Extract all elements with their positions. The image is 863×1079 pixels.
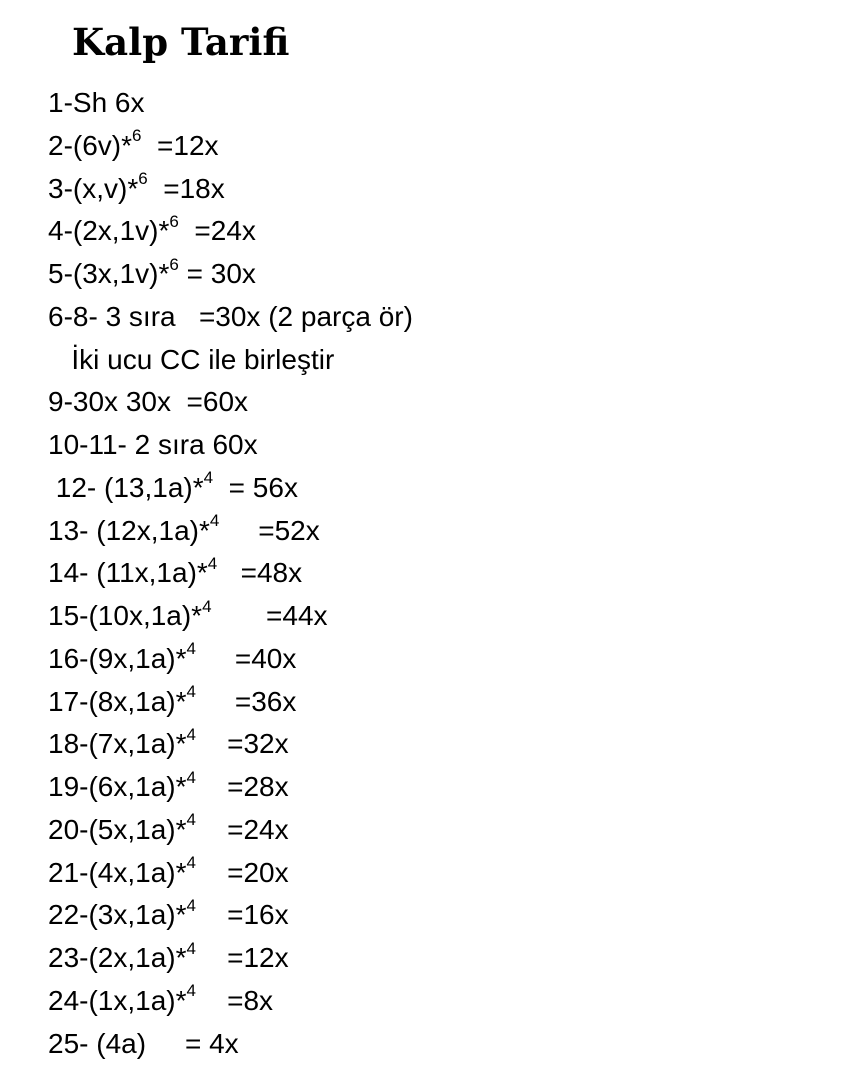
line-text: 5-(3x,1v)* [48, 258, 170, 289]
line-text: 15-(10x,1a)* [48, 600, 203, 631]
recipe-line [48, 595, 848, 638]
recipe-steps [48, 82, 848, 1065]
line-text: 12- (13,1a)* [48, 471, 204, 503]
line-text: 23-(2x,1a)* [48, 942, 187, 973]
stitch-total: =20x [195, 856, 289, 888]
recipe-line [48, 82, 848, 125]
stitch-total: =24x [195, 813, 289, 845]
line-text: 3-(x,v)* [48, 172, 139, 204]
stitch-total: =12x [195, 942, 289, 973]
repeat-exponent: 4 [186, 810, 196, 830]
line-text: 1-Sh 6x [48, 87, 145, 118]
recipe-line [48, 681, 848, 724]
repeat-exponent: 4 [186, 981, 196, 1001]
repeat-exponent: 4 [186, 938, 196, 958]
recipe-line [48, 723, 848, 766]
repeat-exponent: 6 [138, 169, 148, 189]
line-text: 16-(9x,1a)* [48, 642, 187, 674]
line-text: 17-(8x,1a)* [48, 685, 187, 717]
repeat-exponent: 4 [202, 596, 212, 616]
repeat-exponent: 4 [186, 639, 196, 659]
recipe-line [48, 381, 848, 424]
line-text: 24-(1x,1a)* [48, 984, 187, 1016]
page-title: Kalp Tarifi [72, 20, 290, 64]
line-text: İki ucu CC ile birleştir [48, 343, 335, 375]
stitch-total: =52x [219, 514, 320, 546]
recipe-line [48, 510, 848, 553]
stitch-total: = 30x [178, 258, 256, 289]
stitch-total: =40x [195, 642, 297, 674]
line-text: 21-(4x,1a)* [48, 856, 187, 888]
recipe-line [48, 894, 848, 937]
recipe-line [48, 980, 848, 1023]
line-text: 25- (4a) = 4x [48, 1027, 239, 1059]
stitch-total: =32x [195, 728, 289, 760]
recipe-line [48, 210, 848, 253]
repeat-exponent: 6 [132, 126, 142, 146]
recipe-line [48, 339, 848, 382]
repeat-exponent: 4 [186, 682, 196, 702]
recipe-line [48, 467, 848, 510]
line-text: 9-30x 30x =60x [48, 386, 249, 418]
stitch-total: =24x [178, 215, 256, 247]
line-text: 20-(5x,1a)* [48, 813, 187, 845]
repeat-exponent: 4 [209, 511, 220, 531]
repeat-exponent: 4 [203, 468, 214, 488]
line-text: 4-(2x,1v)* [48, 215, 170, 247]
stitch-total: =18x [147, 172, 225, 204]
repeat-exponent: 6 [169, 254, 179, 274]
stitch-total: =48x [217, 557, 303, 589]
line-text: 10-11- 2 sıra 60x [48, 429, 258, 460]
stitch-total: =28x [195, 771, 289, 802]
recipe-line [48, 424, 848, 467]
line-text: 6-8- 3 sıra =30x (2 parça ör) [48, 300, 413, 332]
recipe-line [48, 253, 848, 296]
recipe-line [48, 852, 848, 895]
line-text: 18-(7x,1a)* [48, 728, 187, 760]
line-text: 22-(3x,1a)* [48, 899, 187, 931]
recipe-line [48, 168, 848, 211]
stitch-total: =36x [195, 685, 297, 717]
recipe-line [48, 809, 848, 852]
repeat-exponent: 4 [186, 853, 196, 873]
recipe-line [48, 766, 848, 809]
stitch-total: =44x [211, 600, 328, 631]
stitch-total: =8x [195, 984, 274, 1016]
stitch-total: = 56x [213, 471, 298, 503]
repeat-exponent: 4 [186, 767, 196, 787]
recipe-line [48, 296, 848, 339]
repeat-exponent: 4 [186, 895, 196, 915]
repeat-exponent: 6 [169, 211, 179, 231]
line-text: 2-(6v)* [48, 129, 133, 161]
recipe-line [48, 552, 848, 595]
stitch-total: =16x [195, 899, 289, 931]
stitch-total: =12x [141, 129, 219, 161]
line-text: 14- (11x,1a)* [48, 557, 208, 589]
recipe-line [48, 125, 848, 168]
line-text: 13- (12x,1a)* [48, 514, 210, 546]
recipe-line [48, 937, 848, 980]
repeat-exponent: 4 [207, 553, 218, 573]
recipe-line [48, 638, 848, 681]
line-text: 19-(6x,1a)* [48, 771, 187, 802]
recipe-line [48, 1023, 848, 1066]
repeat-exponent: 4 [186, 724, 196, 744]
